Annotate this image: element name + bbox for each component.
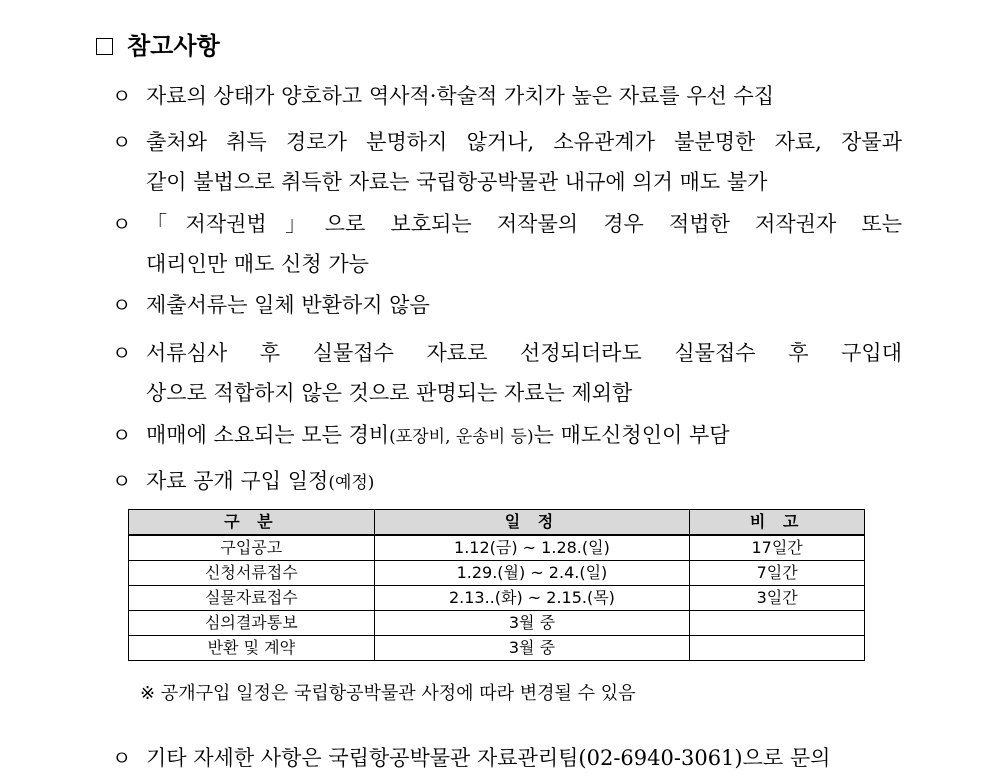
item-line: 「저작권법」으로 보호되는 저작물의 경우 적법한 저작권자 또는 (146, 212, 902, 236)
item-line: 기타 자세한 사항은 국립항공박물관 자료관리팀(02-6940-3061)으로 문의 (146, 746, 831, 770)
cell-category: 구입공고 (129, 535, 375, 561)
item-line: 자료의 상태가 양호하고 역사적·학술적 가치가 높은 자료를 우선 수집 (146, 84, 775, 108)
item-paren-text: (포장비, 운송비 등) (389, 427, 534, 447)
table-row (129, 535, 865, 561)
list-item (112, 76, 902, 116)
cell-remarks (690, 611, 865, 636)
cell-schedule: 3월 중 (374, 611, 690, 636)
cell-remarks: 3일간 (690, 586, 865, 611)
item-line: 같이 불법으로 취득한 자료는 국립항공박물관 내규에 의거 매도 불가 (146, 170, 768, 194)
table-row (129, 636, 865, 661)
bullet-icon: ㅇ (112, 212, 132, 236)
list-item (112, 461, 902, 503)
bullet-icon: ㅇ (112, 130, 132, 154)
cell-schedule: 2.13..(화) ~ 2.15.(목) (374, 586, 690, 611)
item-line (146, 461, 902, 503)
list-item (112, 333, 902, 413)
item-line: 대리인만 매도 신청 가능 (146, 252, 369, 276)
cell-schedule: 1.12(금) ~ 1.28.(일) (374, 535, 690, 561)
item-main-text: 자료 공개 구입 일정 (146, 469, 329, 493)
cell-schedule: 3월 중 (374, 636, 690, 661)
cell-category: 심의결과통보 (129, 611, 375, 636)
cell-remarks: 17일간 (690, 535, 865, 561)
list-item (112, 738, 902, 778)
list-item (112, 285, 902, 325)
header-schedule: 일 정 (374, 510, 690, 536)
bullet-icon: ㅇ (112, 293, 132, 317)
bullet-icon: ㅇ (112, 341, 132, 365)
table-row (129, 586, 865, 611)
item-main-text: 매매에 소요되는 모든 경비 (146, 423, 390, 447)
cell-category: 신청서류접수 (129, 561, 375, 586)
cell-schedule: 1.29.(월) ~ 2.4.(일) (374, 561, 690, 586)
cell-category: 실물자료접수 (129, 586, 375, 611)
section-heading (96, 30, 220, 62)
item-line (146, 415, 902, 457)
item-line: 서류심사 후 실물접수 자료로 선정되더라도 실물접수 후 구입대 (146, 341, 902, 365)
schedule-note: ※ 공개구입 일정은 국립항공박물관 사정에 따라 변경될 수 있음 (140, 683, 636, 704)
bullet-icon: ㅇ (112, 84, 132, 108)
section-heading-text: 참고사항 (127, 32, 220, 60)
checkbox-square-icon (96, 38, 113, 55)
table-row (129, 611, 865, 636)
item-tail-text: 는 매도신청인이 부담 (533, 423, 730, 447)
bullet-icon: ㅇ (112, 746, 132, 770)
bullet-icon: ㅇ (112, 423, 132, 447)
cell-remarks: 7일간 (690, 561, 865, 586)
list-item (112, 204, 902, 284)
cell-category: 반환 및 계약 (129, 636, 375, 661)
item-paren-text: (예정) (328, 473, 375, 493)
table-header-row (129, 510, 865, 536)
cell-remarks (690, 636, 865, 661)
bullet-icon: ㅇ (112, 469, 132, 493)
item-line: 제출서류는 일체 반환하지 않음 (146, 293, 430, 317)
item-line: 출처와 취득 경로가 분명하지 않거나, 소유관계가 불분명한 자료, 장물과 (146, 130, 902, 154)
list-item (112, 122, 902, 202)
table-row (129, 561, 865, 586)
header-remarks: 비 고 (690, 510, 865, 536)
list-item (112, 415, 902, 457)
item-line: 상으로 적합하지 않은 것으로 판명되는 자료는 제외함 (146, 381, 633, 405)
header-category: 구 분 (129, 510, 375, 536)
schedule-table (128, 509, 865, 661)
